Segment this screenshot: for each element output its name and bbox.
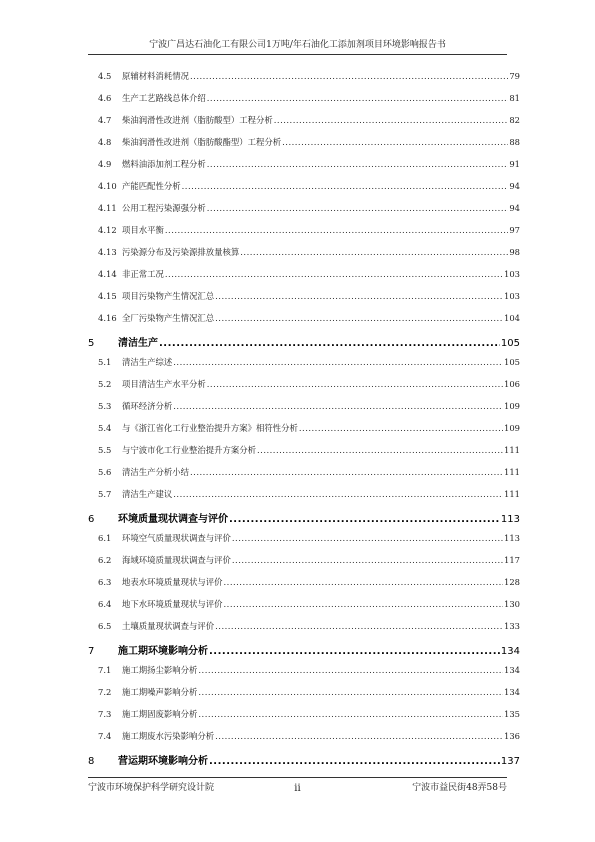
toc-section-entry[interactable] xyxy=(88,290,520,302)
toc-dot-leader xyxy=(198,687,503,697)
toc-dot-leader xyxy=(274,115,509,125)
toc-entry-title: 柴油润滑性改进剂（脂肪酸酯型）工程分析 xyxy=(122,137,282,147)
toc-entry-page: 94 xyxy=(509,181,520,191)
toc-entry-title: 地下水环境质量现状与评价 xyxy=(122,599,223,609)
toc-entry-title: 燃料油添加剂工程分析 xyxy=(122,159,206,169)
toc-entry-number: 5.4 xyxy=(98,423,112,433)
toc-entry-title: 土壤质量现状调查与评价 xyxy=(122,621,215,631)
toc-dot-leader xyxy=(209,756,500,767)
toc-entry-number: 6.1 xyxy=(98,533,112,543)
toc-entry-page: 94 xyxy=(509,203,520,213)
toc-entry-page: 113 xyxy=(500,514,520,525)
toc-entry-number: 4.13 xyxy=(98,247,117,257)
toc-entry-page: 105 xyxy=(500,338,520,349)
toc-entry-page: 103 xyxy=(504,269,520,279)
toc-entry-number: 4.11 xyxy=(98,203,117,213)
toc-entry-number: 7 xyxy=(88,646,95,657)
toc-entry-title: 非正常工况 xyxy=(122,269,164,279)
footer-institute: 宁波市环境保护科学研究设计院 xyxy=(88,783,215,793)
toc-dot-leader xyxy=(215,313,503,323)
toc-entry-title: 施工期噪声影响分析 xyxy=(122,687,198,697)
toc-dot-leader xyxy=(207,93,509,103)
toc-dot-leader xyxy=(282,137,508,147)
toc-dot-leader xyxy=(232,555,503,565)
toc-entry-number: 4.15 xyxy=(98,291,117,301)
toc-entry-number: 7.4 xyxy=(98,731,112,741)
toc-dot-leader xyxy=(173,357,503,367)
toc-entry-page: 97 xyxy=(509,225,520,235)
toc-entry-page: 88 xyxy=(509,137,520,147)
toc-section-entry[interactable] xyxy=(88,268,520,280)
toc-dot-leader xyxy=(198,665,503,675)
toc-dot-leader xyxy=(224,599,504,609)
toc-dot-leader xyxy=(224,577,504,587)
footer-page-number: ii xyxy=(294,783,301,794)
toc-section-entry[interactable] xyxy=(88,466,520,478)
toc-section-entry[interactable] xyxy=(88,422,520,434)
toc-section-entry[interactable] xyxy=(88,400,520,412)
toc-entry-page: 81 xyxy=(509,93,520,103)
toc-section-entry[interactable] xyxy=(88,180,520,192)
toc-section-entry[interactable] xyxy=(88,224,520,236)
toc-section-entry[interactable] xyxy=(88,598,520,610)
toc-entry-number: 8 xyxy=(88,756,95,767)
toc-entry-title: 项目污染物产生情况汇总 xyxy=(122,291,215,301)
toc-dot-leader xyxy=(229,514,500,525)
toc-entry-number: 4.9 xyxy=(98,159,112,169)
toc-dot-leader xyxy=(190,71,508,81)
toc-section-entry[interactable] xyxy=(88,554,520,566)
toc-entry-page: 117 xyxy=(504,555,520,565)
toc-entry-number: 6.4 xyxy=(98,599,112,609)
toc-entry-number: 4.6 xyxy=(98,93,112,103)
toc-section-entry[interactable] xyxy=(88,664,520,676)
toc-section-entry[interactable] xyxy=(88,620,520,632)
toc-entry-number: 4.7 xyxy=(98,115,112,125)
toc-entry-title: 施工期废水污染影响分析 xyxy=(122,731,215,741)
toc-entry-page: 137 xyxy=(500,756,520,767)
toc-dot-leader xyxy=(209,646,500,657)
toc-section-entry[interactable] xyxy=(88,686,520,698)
toc-entry-number: 6.2 xyxy=(98,555,112,565)
toc-entry-title: 海域环境质量现状调查与评价 xyxy=(122,555,231,565)
toc-entry-number: 5.6 xyxy=(98,467,112,477)
toc-chapter-entry[interactable] xyxy=(88,510,520,525)
toc-entry-number: 4.14 xyxy=(98,269,117,279)
toc-entry-page: 134 xyxy=(504,687,520,697)
toc-dot-leader xyxy=(215,621,503,631)
toc-dot-leader xyxy=(190,467,503,477)
toc-entry-page: 109 xyxy=(504,423,520,433)
toc-dot-leader xyxy=(198,709,503,719)
toc-entry-title: 项目清洁生产水平分析 xyxy=(122,379,206,389)
toc-entry-page: 79 xyxy=(509,71,520,81)
toc-entry-page: 130 xyxy=(504,599,520,609)
toc-chapter-entry[interactable] xyxy=(88,752,520,767)
toc-section-entry[interactable] xyxy=(88,730,520,742)
toc-section-entry[interactable] xyxy=(88,708,520,720)
toc-entry-page: 111 xyxy=(504,489,520,499)
toc-section-entry[interactable] xyxy=(88,378,520,390)
toc-dot-leader xyxy=(207,203,509,213)
toc-entry-title: 柴油润滑性改进剂（脂肪酸型）工程分析 xyxy=(122,115,273,125)
toc-chapter-entry[interactable] xyxy=(88,642,520,657)
toc-entry-title: 公用工程污染源强分析 xyxy=(122,203,206,213)
toc-entry-page: 136 xyxy=(504,731,520,741)
toc-entry-number: 5.2 xyxy=(98,379,112,389)
toc-entry-number: 4.5 xyxy=(98,71,112,81)
toc-entry-page: 135 xyxy=(504,709,520,719)
toc-entry-title: 清洁生产建议 xyxy=(122,489,173,499)
toc-section-entry[interactable] xyxy=(88,114,520,126)
toc-entry-page: 109 xyxy=(504,401,520,411)
toc-section-entry[interactable] xyxy=(88,488,520,500)
toc-section-entry[interactable] xyxy=(88,312,520,324)
header-title: 宁波广昌达石油化工有限公司1万吨/年石油化工添加剂项目环境影响报告书 xyxy=(149,40,446,50)
toc-section-entry[interactable] xyxy=(88,444,520,456)
toc-entry-number: 7.1 xyxy=(98,665,112,675)
toc-entry-number: 6.3 xyxy=(98,577,112,587)
toc-entry-page: 91 xyxy=(509,159,520,169)
toc-entry-page: 104 xyxy=(504,313,520,323)
toc-section-entry[interactable] xyxy=(88,576,520,588)
toc-entry-title: 施工期固废影响分析 xyxy=(122,709,198,719)
toc-dot-leader xyxy=(215,291,503,301)
toc-entry-title: 施工期扬尘影响分析 xyxy=(122,665,198,675)
toc-entry-number: 4.8 xyxy=(98,137,112,147)
toc-chapter-entry[interactable] xyxy=(88,334,520,349)
toc-entry-title: 原辅材料消耗情况 xyxy=(122,71,189,81)
toc-entry-title: 与《浙江省化工行业整治提升方案》相符性分析 xyxy=(122,423,298,433)
toc-dot-leader xyxy=(207,379,503,389)
toc-entry-number: 5.1 xyxy=(98,357,112,367)
toc-entry-title: 清洁生产 xyxy=(118,338,158,349)
toc-dot-leader xyxy=(165,225,508,235)
toc-entry-title: 污染源分布及污染源排放量核算 xyxy=(122,247,240,257)
toc-entry-page: 133 xyxy=(504,621,520,631)
toc-dot-leader xyxy=(173,401,503,411)
toc-section-entry[interactable] xyxy=(88,92,520,104)
toc-entry-title: 与宁波市化工行业整治提升方案分析 xyxy=(122,445,256,455)
toc-dot-leader xyxy=(232,533,503,543)
toc-entry-title: 营运期环境影响分析 xyxy=(118,756,208,767)
toc-entry-page: 103 xyxy=(504,291,520,301)
toc-entry-page: 111 xyxy=(504,467,520,477)
toc-entry-title: 项目水平衡 xyxy=(122,225,164,235)
toc-entry-number: 7.2 xyxy=(98,687,112,697)
toc-entry-title: 产能匹配性分析 xyxy=(122,181,181,191)
toc-entry-page: 82 xyxy=(509,115,520,125)
toc-entry-number: 4.16 xyxy=(98,313,117,323)
toc-section-entry[interactable] xyxy=(88,202,520,214)
toc-entry-title: 施工期环境影响分析 xyxy=(118,646,208,657)
toc-entry-number: 5 xyxy=(88,338,95,349)
toc-entry-number: 5.5 xyxy=(98,445,112,455)
page-header xyxy=(88,38,507,55)
toc-entry-title: 全厂污染物产生情况汇总 xyxy=(122,313,215,323)
toc-entry-title: 环境空气质量现状调查与评价 xyxy=(122,533,231,543)
toc-section-entry[interactable] xyxy=(88,70,520,82)
toc-dot-leader xyxy=(299,423,503,433)
toc-entry-page: 128 xyxy=(504,577,520,587)
toc-entry-title: 地表水环境质量现状与评价 xyxy=(122,577,223,587)
toc-entry-number: 6.5 xyxy=(98,621,112,631)
toc-entry-page: 105 xyxy=(504,357,520,367)
toc-entry-title: 生产工艺路线总体介绍 xyxy=(122,93,206,103)
toc-entry-page: 134 xyxy=(504,665,520,675)
toc-dot-leader xyxy=(159,338,500,349)
toc-entry-number: 5.3 xyxy=(98,401,112,411)
toc-entry-number: 6 xyxy=(88,514,95,525)
toc-entry-number: 5.7 xyxy=(98,489,112,499)
toc-entry-number: 4.12 xyxy=(98,225,117,235)
toc-entry-page: 134 xyxy=(500,646,520,657)
toc-dot-leader xyxy=(182,181,509,191)
footer-address: 宁波市益民街48弄58号 xyxy=(412,783,507,793)
toc-entry-page: 98 xyxy=(509,247,520,257)
toc-dot-leader xyxy=(257,445,503,455)
toc-entry-page: 113 xyxy=(504,533,520,543)
toc-entry-page: 111 xyxy=(504,445,520,455)
toc-section-entry[interactable] xyxy=(88,158,520,170)
toc-dot-leader xyxy=(207,159,509,169)
toc-dot-leader xyxy=(240,247,508,257)
toc-dot-leader xyxy=(165,269,503,279)
toc-section-entry[interactable] xyxy=(88,532,520,544)
toc-dot-leader xyxy=(173,489,503,499)
toc-section-entry[interactable] xyxy=(88,246,520,258)
toc-dot-leader xyxy=(215,731,503,741)
toc-entry-number: 4.10 xyxy=(98,181,117,191)
toc-entry-title: 循环经济分析 xyxy=(122,401,173,411)
toc-entry-number: 7.3 xyxy=(98,709,112,719)
toc-entry-title: 清洁生产分析小结 xyxy=(122,467,189,477)
toc-section-entry[interactable] xyxy=(88,356,520,368)
toc-entry-title: 清洁生产综述 xyxy=(122,357,173,367)
footer-divider xyxy=(88,777,507,778)
toc-entry-title: 环境质量现状调查与评价 xyxy=(118,514,228,525)
toc-entry-page: 106 xyxy=(504,379,520,389)
toc-section-entry[interactable] xyxy=(88,136,520,148)
